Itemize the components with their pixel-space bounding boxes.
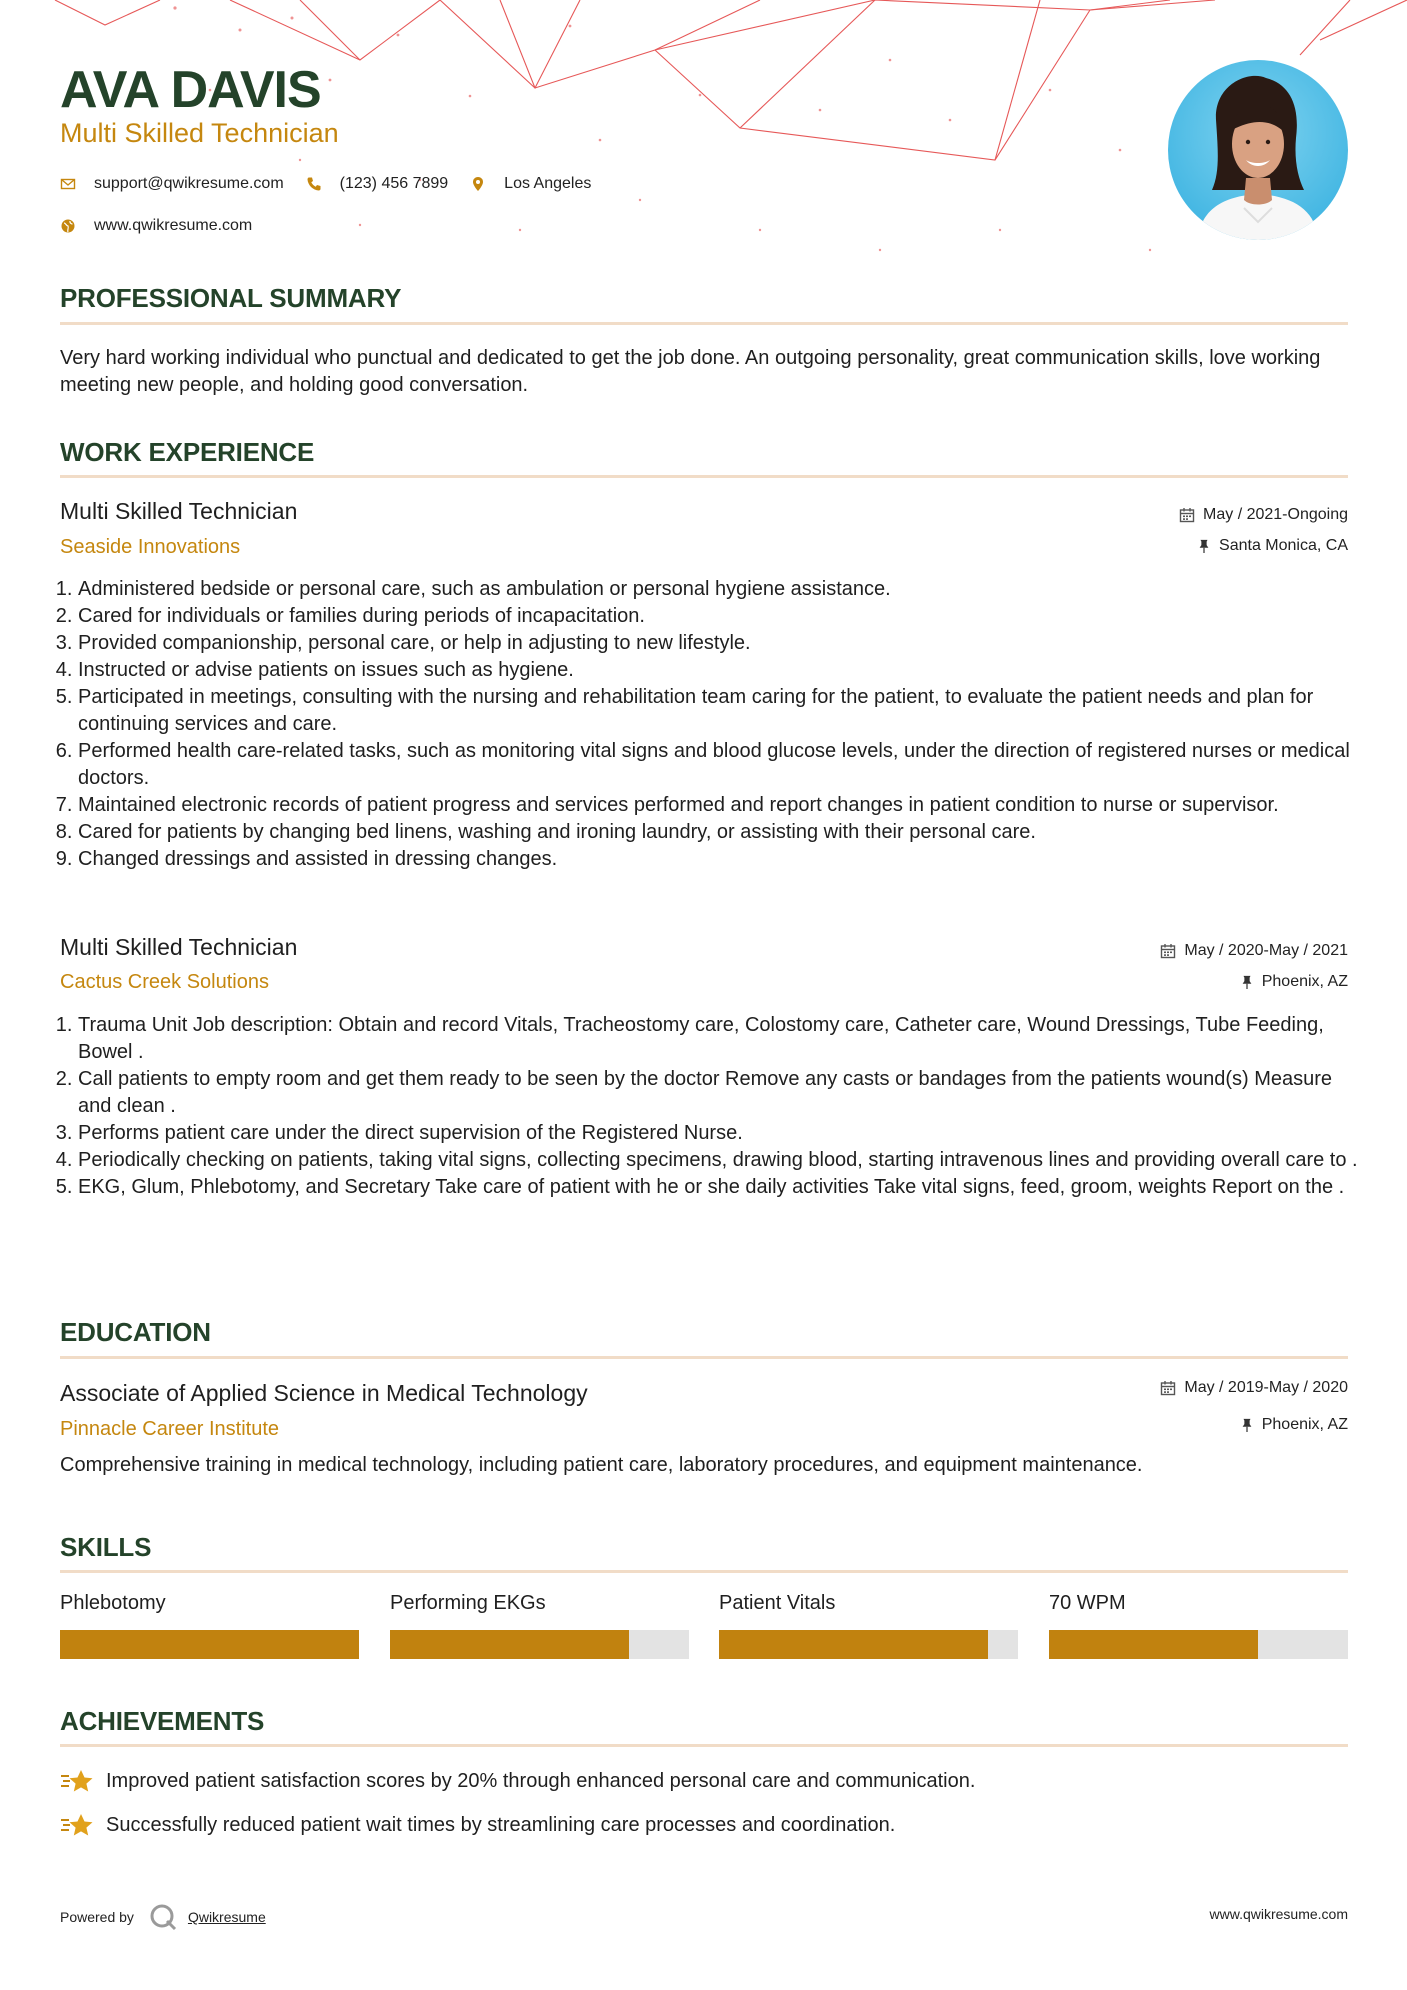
skill-bar [390,1630,689,1659]
powered-by-label: Powered by [60,1909,134,1925]
job-date [1160,942,1348,960]
phone-icon [306,176,322,192]
list-item: 2. Call patients to empty room and get them ready to be seen by the doctor Remove any casts or bandages from the patients wound(s) Measure and clean . [78,1066,1370,1120]
section-divider [60,1356,1348,1359]
education-location [1240,1416,1348,1434]
star-badge-icon [60,1768,94,1794]
job-duties-list [60,1012,1370,1201]
contact-row-website [60,217,274,235]
contact-location: Los Angeles [504,175,592,192]
contact-email[interactable]: support@qwikresume.com [94,175,284,192]
list-item: 6. Performed health care-related tasks, such as monitoring vital signs and blood glucose levels, under the direction of registered nurses or medical doctors. [78,738,1370,792]
section-title-experience: WORK EXPERIENCE [60,437,315,467]
education-school: Pinnacle Career Institute [60,1418,280,1440]
skill-bar [719,1630,1018,1659]
job-company: Cactus Creek Solutions [60,971,269,993]
list-item: 9. Changed dressings and assisted in dressing changes. [78,846,1370,873]
qwikresume-link[interactable]: Qwikresume [187,1909,266,1925]
skill-bar-fill [719,1630,988,1659]
summary-text: Very hard working individual who punctual and dedicated to get the job done. An outgoing personality, great communication skills, love working meeting new people, and holding good conversation. [60,347,1321,396]
candidate-title: Multi Skilled Technician [60,118,339,148]
education-description: Comprehensive training in medical technology, including patient care, laboratory procedures, and equipment maintenance. [60,1454,1143,1476]
job-title: Multi Skilled Technician [60,498,298,524]
list-item: 3. Performs patient care under the direct supervision of the Registered Nurse. [78,1120,1370,1147]
contact-website[interactable]: www.qwikresume.com [94,217,253,234]
pushpin-icon [1240,974,1254,990]
list-item: 1. Administered bedside or personal care, such as ambulation or personal hygiene assistance. [78,576,1370,603]
calendar-icon [1160,1380,1176,1396]
skill-bar-fill [60,1630,359,1659]
calendar-icon [1160,943,1176,959]
job-company: Seaside Innovations [60,536,241,558]
star-badge-icon [60,1812,94,1838]
list-item: 4. Instructed or advise patients on issues such as hygiene. [78,657,1370,684]
list-item: 4. Periodically checking on patients, taking vital signs, collecting specimens, drawing blood, starting intravenous lines and providing overall care to . [78,1147,1370,1174]
list-item: 5. Participated in meetings, consulting with the nursing and rehabilitation team caring for the patient, to evaluate the patient needs and plan for continuing services and care. [78,684,1370,738]
envelope-icon [60,176,76,192]
section-title-achievements: ACHIEVEMENTS [60,1706,265,1736]
candidate-name: AVA DAVIS [60,61,321,119]
section-divider [60,1744,1348,1747]
job-location [1197,537,1348,555]
achievement-item [60,1812,895,1838]
section-title-education: EDUCATION [60,1317,211,1347]
skill-bar [1049,1630,1348,1659]
section-title-summary: PROFESSIONAL SUMMARY [60,283,402,313]
map-pin-icon [470,176,486,192]
job-date-text: May / 2021-Ongoing [1203,506,1348,523]
education-location-text: Phoenix, AZ [1261,1416,1348,1433]
section-divider [60,1570,1348,1573]
list-item: 3. Provided companionship, personal care, or help in adjusting to new lifestyle. [78,630,1370,657]
job-date-text: May / 2020-May / 2021 [1184,942,1348,959]
job-title: Multi Skilled Technician [60,934,298,960]
footer-powered-by [60,1902,266,1932]
qwikresume-logo-icon [148,1902,178,1932]
job-date [1179,506,1348,524]
job-location [1240,973,1348,991]
section-divider [60,322,1348,325]
skill-bar-fill [390,1630,629,1659]
contact-phone[interactable]: (123) 456 7899 [339,175,449,192]
skill-name: Patient Vitals [719,1592,836,1614]
job-duties-list [60,576,1370,873]
section-divider [60,475,1348,478]
section-title-skills: SKILLS [60,1532,152,1562]
achievement-text: Improved patient satisfaction scores by 20% through enhanced personal care and communication. [106,1769,976,1792]
skill-bar-fill [1049,1630,1258,1659]
education-date [1160,1379,1348,1397]
footer-website[interactable]: www.qwikresume.com [1209,1906,1348,1922]
achievement-text: Successfully reduced patient wait times by streamlining care processes and coordination. [106,1813,896,1836]
education-date-text: May / 2019-May / 2020 [1184,1379,1348,1396]
skill-bar [60,1630,359,1659]
skill-name: Phlebotomy [60,1592,166,1614]
skill-name: Performing EKGs [390,1592,546,1614]
list-item: 8. Cared for patients by changing bed linens, washing and ironing laundry, or assisting with their personal care. [78,819,1370,846]
pushpin-icon [1197,538,1211,554]
job-location-text: Santa Monica, CA [1219,537,1348,554]
calendar-icon [1179,507,1195,523]
pushpin-icon [1240,1417,1254,1433]
globe-icon [60,218,76,234]
achievement-item [60,1768,975,1794]
list-item: 1. Trauma Unit Job description: Obtain and record Vitals, Tracheostomy care, Colostomy care, Catheter care, Wound Dressings, Tube Feeding, Bowel . [78,1012,1370,1066]
contact-row [60,175,613,193]
list-item: 2. Cared for individuals or families during periods of incapacitation. [78,603,1370,630]
job-location-text: Phoenix, AZ [1261,973,1348,990]
education-degree: Associate of Applied Science in Medical Technology [60,1380,588,1406]
profile-photo [1168,60,1348,240]
list-item: 7. Maintained electronic records of patient progress and services performed and report changes in patient condition to nurse or supervisor. [78,792,1370,819]
list-item: 5. EKG, Glum, Phlebotomy, and Secretary Take care of patient with he or she daily activities Take vital signs, feed, groom, weights Report on the . [78,1174,1370,1201]
skill-name: 70 WPM [1049,1592,1126,1614]
